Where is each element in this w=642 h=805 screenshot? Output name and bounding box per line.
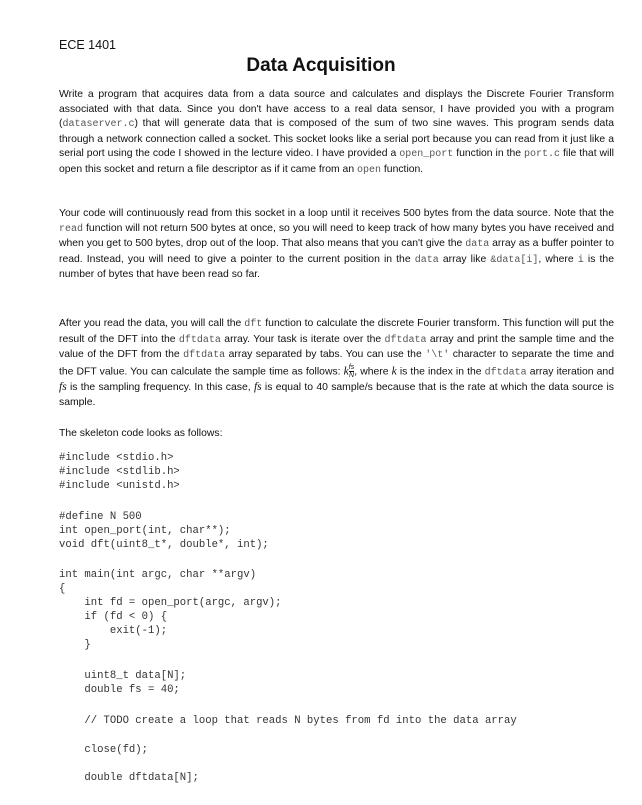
text: is the number of bytes that have been read so far. — [59, 253, 614, 280]
text: , where — [538, 253, 578, 265]
text: array. Your task is iterate over the — [220, 333, 385, 345]
text: function. — [381, 163, 424, 175]
code-declarations: #define N 500 int open_port(int, char**); void dft(uint8_t*, double*, int); — [59, 511, 269, 551]
inline-code: i — [577, 254, 584, 266]
text: function to calculate the discrete Fourier transform. This function will put the result of the DFT into the — [59, 318, 614, 345]
inline-code: data — [465, 239, 490, 250]
code-data-decl: uint8_t data[N]; double fs = 40; — [84, 670, 187, 696]
paragraph-dft — [59, 317, 614, 410]
text: file that will open this socket and return a file descriptor as if it came from an — [59, 148, 614, 175]
code-close-fd: close(fd); — [59, 744, 149, 756]
text: array as a buffer pointer to read. Instead, you will need to give a pointer to the current position in the — [59, 238, 614, 265]
inline-code: dataserver.c — [62, 119, 135, 130]
inline-code: dftdata — [178, 334, 221, 346]
inline-code: '\t' — [425, 350, 450, 361]
text: ) that will generate data that is composed of the sum of two sine waves. This program sends data through a network connection called a socket. This socket looks like a serial port because you can read from it just like a serial port using the code I showed in the lecture video. I have provided a — [59, 118, 614, 159]
text: array like — [438, 253, 491, 265]
math-k: k — [391, 364, 397, 377]
math-fs: fs — [59, 381, 67, 394]
text: After you read the data, you will call the — [59, 318, 245, 329]
paragraph-intro — [59, 88, 614, 178]
text: The skeleton code looks as follows: — [59, 428, 223, 439]
text: , where — [354, 365, 392, 377]
code-dftdata-decl: double dftdata[N]; — [59, 772, 199, 784]
inline-code: &data[i] — [490, 254, 539, 266]
text: character to separate the time and the DFT value. You can calculate the sample time as follows: — [59, 349, 614, 377]
paragraph-skeleton-intro — [59, 427, 614, 442]
inline-code: data — [414, 254, 439, 266]
inline-code: open — [357, 164, 382, 176]
inline-code: port.c — [524, 149, 561, 160]
inline-code: dftdata — [384, 334, 427, 346]
text: array iteration and — [526, 365, 614, 377]
text: array separated by tabs. You can use the — [225, 349, 426, 360]
page-title: Data Acquisition — [246, 55, 396, 76]
text: is the sampling frequency. In this case, — [66, 382, 254, 394]
code-includes: #include <stdio.h> #include <stdlib.h> #include <unistd.h> — [59, 452, 180, 492]
text: array and print the sample time and the value of the DFT from the — [59, 333, 615, 360]
course-label: ECE 1401 — [59, 38, 116, 52]
fraction-denominator: N — [348, 371, 354, 379]
inline-code: dft — [244, 319, 263, 330]
inline-code: dftdata — [183, 350, 226, 361]
text: is the index in the — [396, 365, 485, 377]
math-fs: fs — [253, 381, 262, 394]
code-todo-comment: // TODO create a loop that reads N bytes from fd into the data array — [59, 715, 517, 727]
text: function will not return 500 bytes at once, so you will need to keep track of how many bytes you have received and when you get to 500 bytes, drop out of the loop. That also means that you can't give the — [59, 222, 614, 249]
text: Write a program that acquires data from a data source and calculates and displays the Discrete Fourier Transform associated with that data. Since you don't have access to a real data sensor, I have provided you with a program ( — [59, 89, 614, 129]
text: function in the — [453, 148, 525, 159]
inline-code: read — [59, 223, 84, 235]
text: is equal to 40 sample/s because that is the rate at which the data source is sample. — [59, 382, 615, 408]
inline-code: open_port — [399, 149, 454, 160]
inline-code: dftdata — [484, 366, 527, 378]
fraction-numerator: fs — [348, 363, 355, 371]
math-k: k — [343, 364, 349, 377]
code-main-open: int main(int argc, char **argv) { int fd = open_port(argc, argv); if (fd < 0) { exit(-1); } — [59, 569, 282, 651]
text: Your code will continuously read from this socket in a loop until it receives 500 bytes from the data source. Note that the — [59, 208, 614, 219]
paragraph-read-loop — [59, 207, 614, 283]
